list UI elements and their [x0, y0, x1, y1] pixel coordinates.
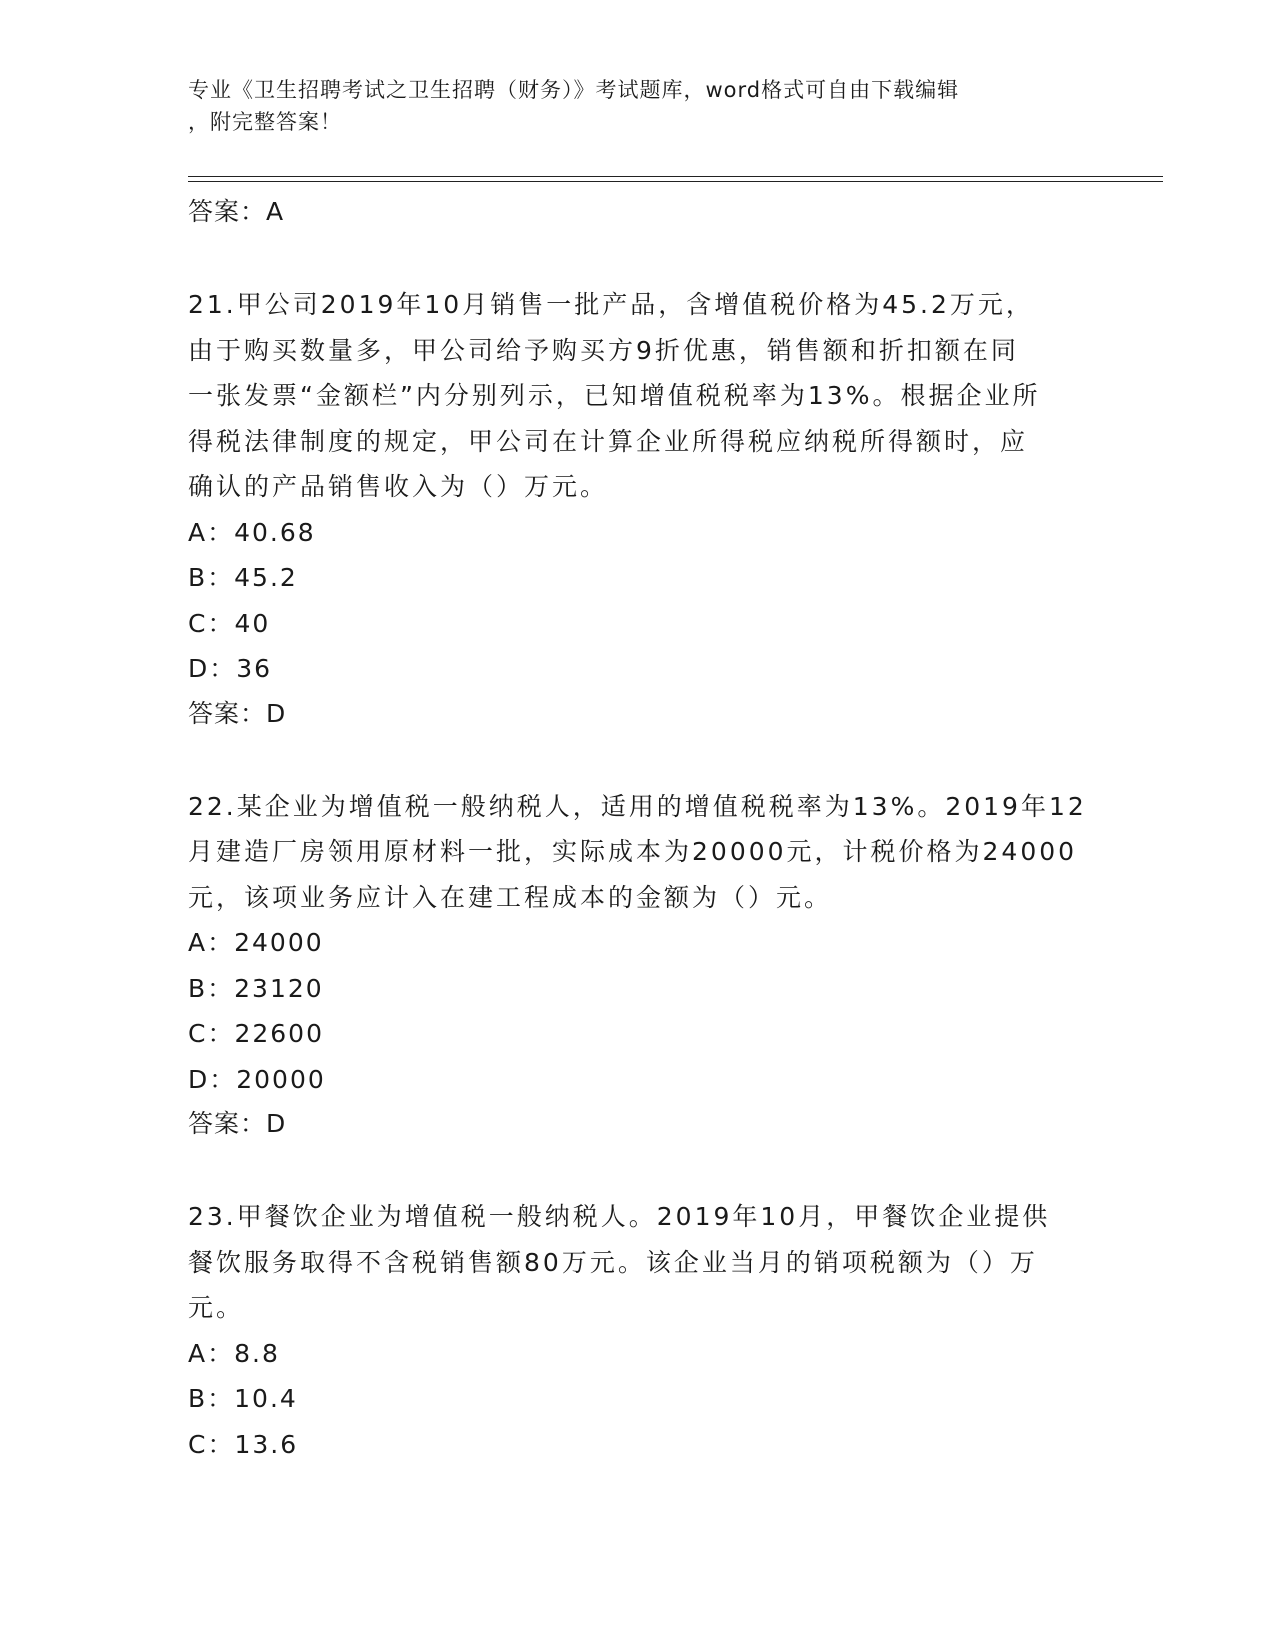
- option-a: A：8.8: [188, 1338, 280, 1368]
- option-a: A：40.68: [188, 517, 316, 547]
- question-line: 餐饮服务取得不含税销售额80万元。该企业当月的销项税额为（）万: [188, 1247, 1038, 1277]
- spacer: [188, 736, 1088, 784]
- header-line-1: 专业《卫生招聘考试之卫生招聘（财务）》考试题库，word格式可自由下载编辑: [188, 78, 960, 102]
- answer-line: 答案：D: [188, 698, 287, 728]
- header-divider-bottom: [188, 181, 1163, 182]
- option-b: B：23120: [188, 973, 324, 1003]
- option-a: A：24000: [188, 928, 324, 957]
- option-d: D：36: [188, 654, 273, 683]
- question-line: 元，该项业务应计入在建工程成本的金额为（）元。: [188, 882, 833, 912]
- question-line: 一张发票“金额栏”内分别列示，已知增值税税率为13%。根据企业所: [188, 381, 1041, 410]
- spacer: [188, 234, 1088, 282]
- header-line-2: ，附完整答案！: [188, 110, 342, 134]
- question-line: 确认的产品销售收入为（）万元。: [188, 472, 609, 501]
- answer-line: 答案：D: [188, 1109, 287, 1138]
- option-b: B：10.4: [188, 1384, 298, 1413]
- question-line: 由于购买数量多，甲公司给予购买方9折优惠，销售额和折扣额在同: [188, 335, 1019, 365]
- question-line: 得税法律制度的规定，甲公司在计算企业所得税应纳税所得额时，应: [188, 426, 1029, 456]
- question-block-23: [188, 1194, 1088, 1467]
- question-line: 21.甲公司2019年10月销售一批产品，含增值税价格为45.2万元，: [188, 290, 1034, 319]
- question-block-22: [188, 784, 1088, 1147]
- answer-line: 答案：A: [188, 197, 285, 226]
- option-c: C：40: [188, 608, 271, 638]
- document-body: [188, 190, 1088, 1467]
- option-d: D：20000: [188, 1064, 326, 1094]
- question-line: 22.某企业为增值税一般纳税人，适用的增值税税率为13%。2019年12: [188, 791, 1087, 821]
- option-c: C：13.6: [188, 1429, 299, 1459]
- question-line: 23.甲餐饮企业为增值税一般纳税人。2019年10月，甲餐饮企业提供: [188, 1202, 1051, 1231]
- spacer: [188, 1146, 1088, 1194]
- question-line: 元。: [188, 1293, 245, 1322]
- document-header: [188, 74, 1088, 138]
- option-c: C：22600: [188, 1019, 324, 1048]
- option-b: B：45.2: [188, 563, 298, 592]
- question-line: 月建造厂房领用原材料一批，实际成本为20000元，计税价格为24000: [188, 837, 1078, 866]
- question-block-21: [188, 282, 1088, 736]
- header-divider-top: [188, 176, 1163, 177]
